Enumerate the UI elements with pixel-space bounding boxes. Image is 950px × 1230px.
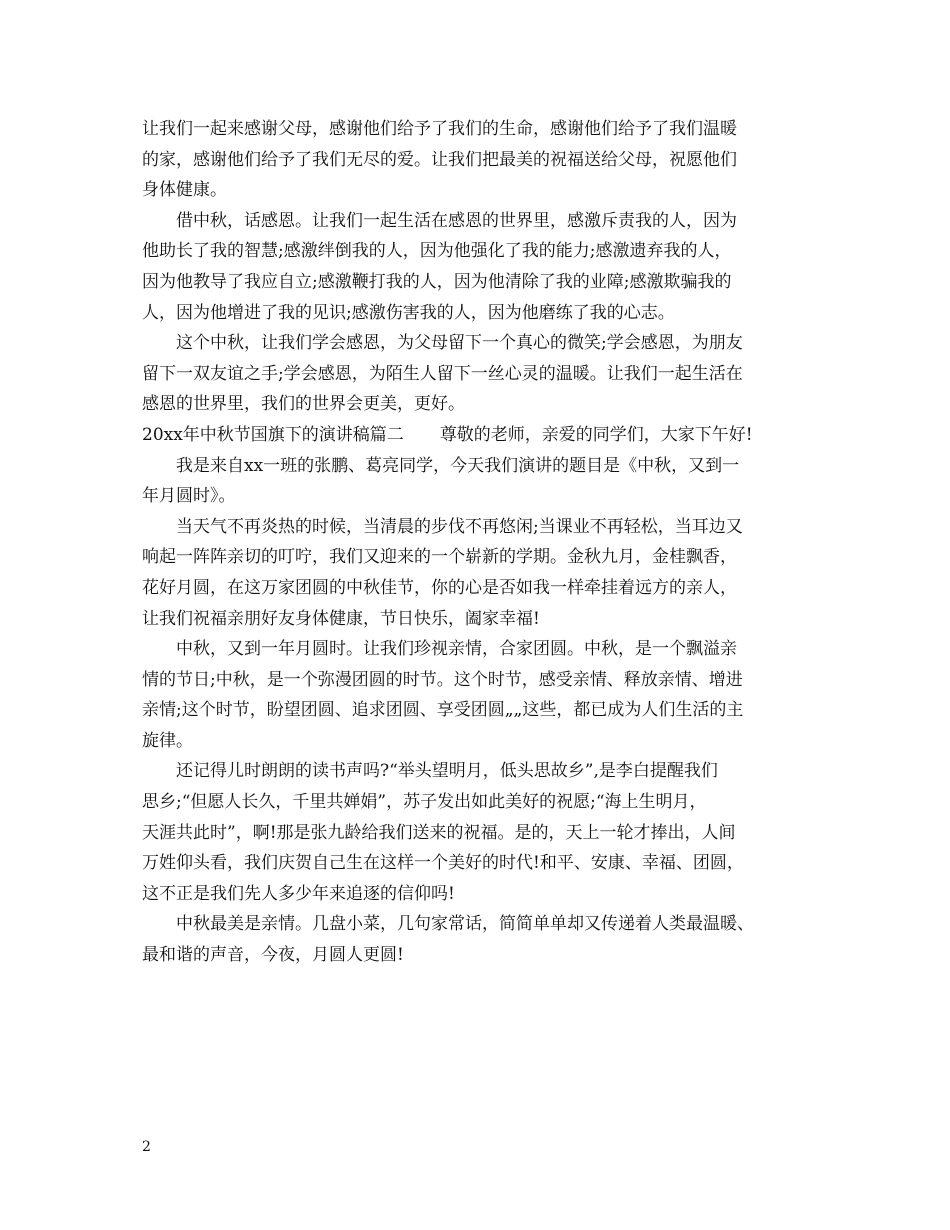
- text-line: 人，因为他增进了我的见识;感激伤害我的人，因为他磨练了我的心志。: [142, 302, 675, 323]
- section-heading-line: [142, 420, 812, 451]
- page-number: 2: [142, 1139, 151, 1155]
- text-line: 亲情;这个时节，盼望团圆、追求团圆、享受团圆„„这些，都已成为人们生活的主: [142, 700, 744, 721]
- paragraph-start-line: 还记得儿时朗朗的读书声吗?“举头望明月，低头思故乡”,是李白提醒我们: [176, 761, 718, 782]
- paragraph-start-line: 这个中秋，让我们学会感恩，为父母留下一个真心的微笑;学会感恩，为朋友: [176, 333, 743, 354]
- text-line: 万姓仰头看，我们庆贺自己生在这样一个美好的时代!和平、安康、幸福、团圆，: [142, 853, 744, 874]
- text-line: 的家，感谢他们给予了我们无尽的爱。让我们把最美的祝福送给父母，祝愿他们: [142, 149, 737, 170]
- paragraph-start-line: 我是来自xx一班的张鹏、葛亮同学，今天我们演讲的题目是《中秋，又到一: [176, 455, 740, 476]
- text-line: 感恩的世界里，我们的世界会更美，更好。: [142, 394, 465, 415]
- paragraph-start-line: 中秋，又到一年月圆时。让我们珍视亲情，合家团圆。中秋，是一个飘溢亲: [176, 639, 737, 660]
- paragraph-start-line: 当天气不再炎热的时候，当清晨的步伐不再悠闲;当课业不再轻松，当耳边又: [176, 516, 743, 537]
- text-line: 天涯共此时”，啊!那是张九龄给我们送来的祝福。是的，天上一轮才捧出，人间: [142, 822, 736, 843]
- text-line: 最和谐的声音，今夜，月圆人更圆!: [142, 945, 404, 966]
- text-line: 因为他教导了我应自立;感激鞭打我的人，因为他清除了我的业障;感激欺骗我的: [142, 271, 732, 292]
- text-line: 响起一阵阵亲切的叮咛，我们又迎来的一个崭新的学期。金秋九月，金桂飘香，: [142, 547, 737, 568]
- text-line: 留下一双友谊之手;学会感恩，为陌生人留下一丝心灵的温暖。让我们一起生活在: [142, 363, 743, 384]
- paragraph-start-line: 中秋最美是亲情。几盘小菜，几句家常话，简简单单却又传递着人类最温暖、: [176, 914, 754, 935]
- text-line: 身体健康。: [142, 180, 227, 201]
- text-line: 情的节日;中秋，是一个弥漫团圆的时节。这个时节，感受亲情、释放亲情、增进: [142, 669, 743, 690]
- text-line: 他助长了我的智慧;感激绊倒我的人，因为他强化了我的能力;感激遗弃我的人，: [142, 241, 732, 262]
- greeting-text: 尊敬的老师，亲爱的同学们，大家下午好!: [439, 424, 753, 445]
- text-line: 年月圆时》。: [142, 486, 236, 507]
- text-line: 旋律。: [142, 730, 193, 751]
- text-line: 让我们祝福亲朋好友身体健康，节日快乐，阖家幸福!: [142, 608, 540, 629]
- paragraph-start-line: 借中秋，话感恩。让我们一起生活在感恩的世界里，感激斥责我的人，因为: [176, 210, 737, 231]
- document-body: [142, 114, 812, 971]
- text-line: 这不正是我们先人多少年来追逐的信仰吗!: [142, 883, 455, 904]
- text-line: 花好月圆，在这万家团圆的中秋佳节，你的心是否如我一样牵挂着远方的亲人，: [142, 577, 737, 598]
- text-line: 让我们一起来感谢父母，感谢他们给予了我们的生命，感谢他们给予了我们温暖: [142, 119, 737, 139]
- text-line: 思乡;“但愿人长久，千里共婵娟”，苏子发出如此美好的祝愿;“海上生明月，: [142, 792, 707, 813]
- section-title: 20xx年中秋节国旗下的演讲稿篇二: [142, 424, 404, 445]
